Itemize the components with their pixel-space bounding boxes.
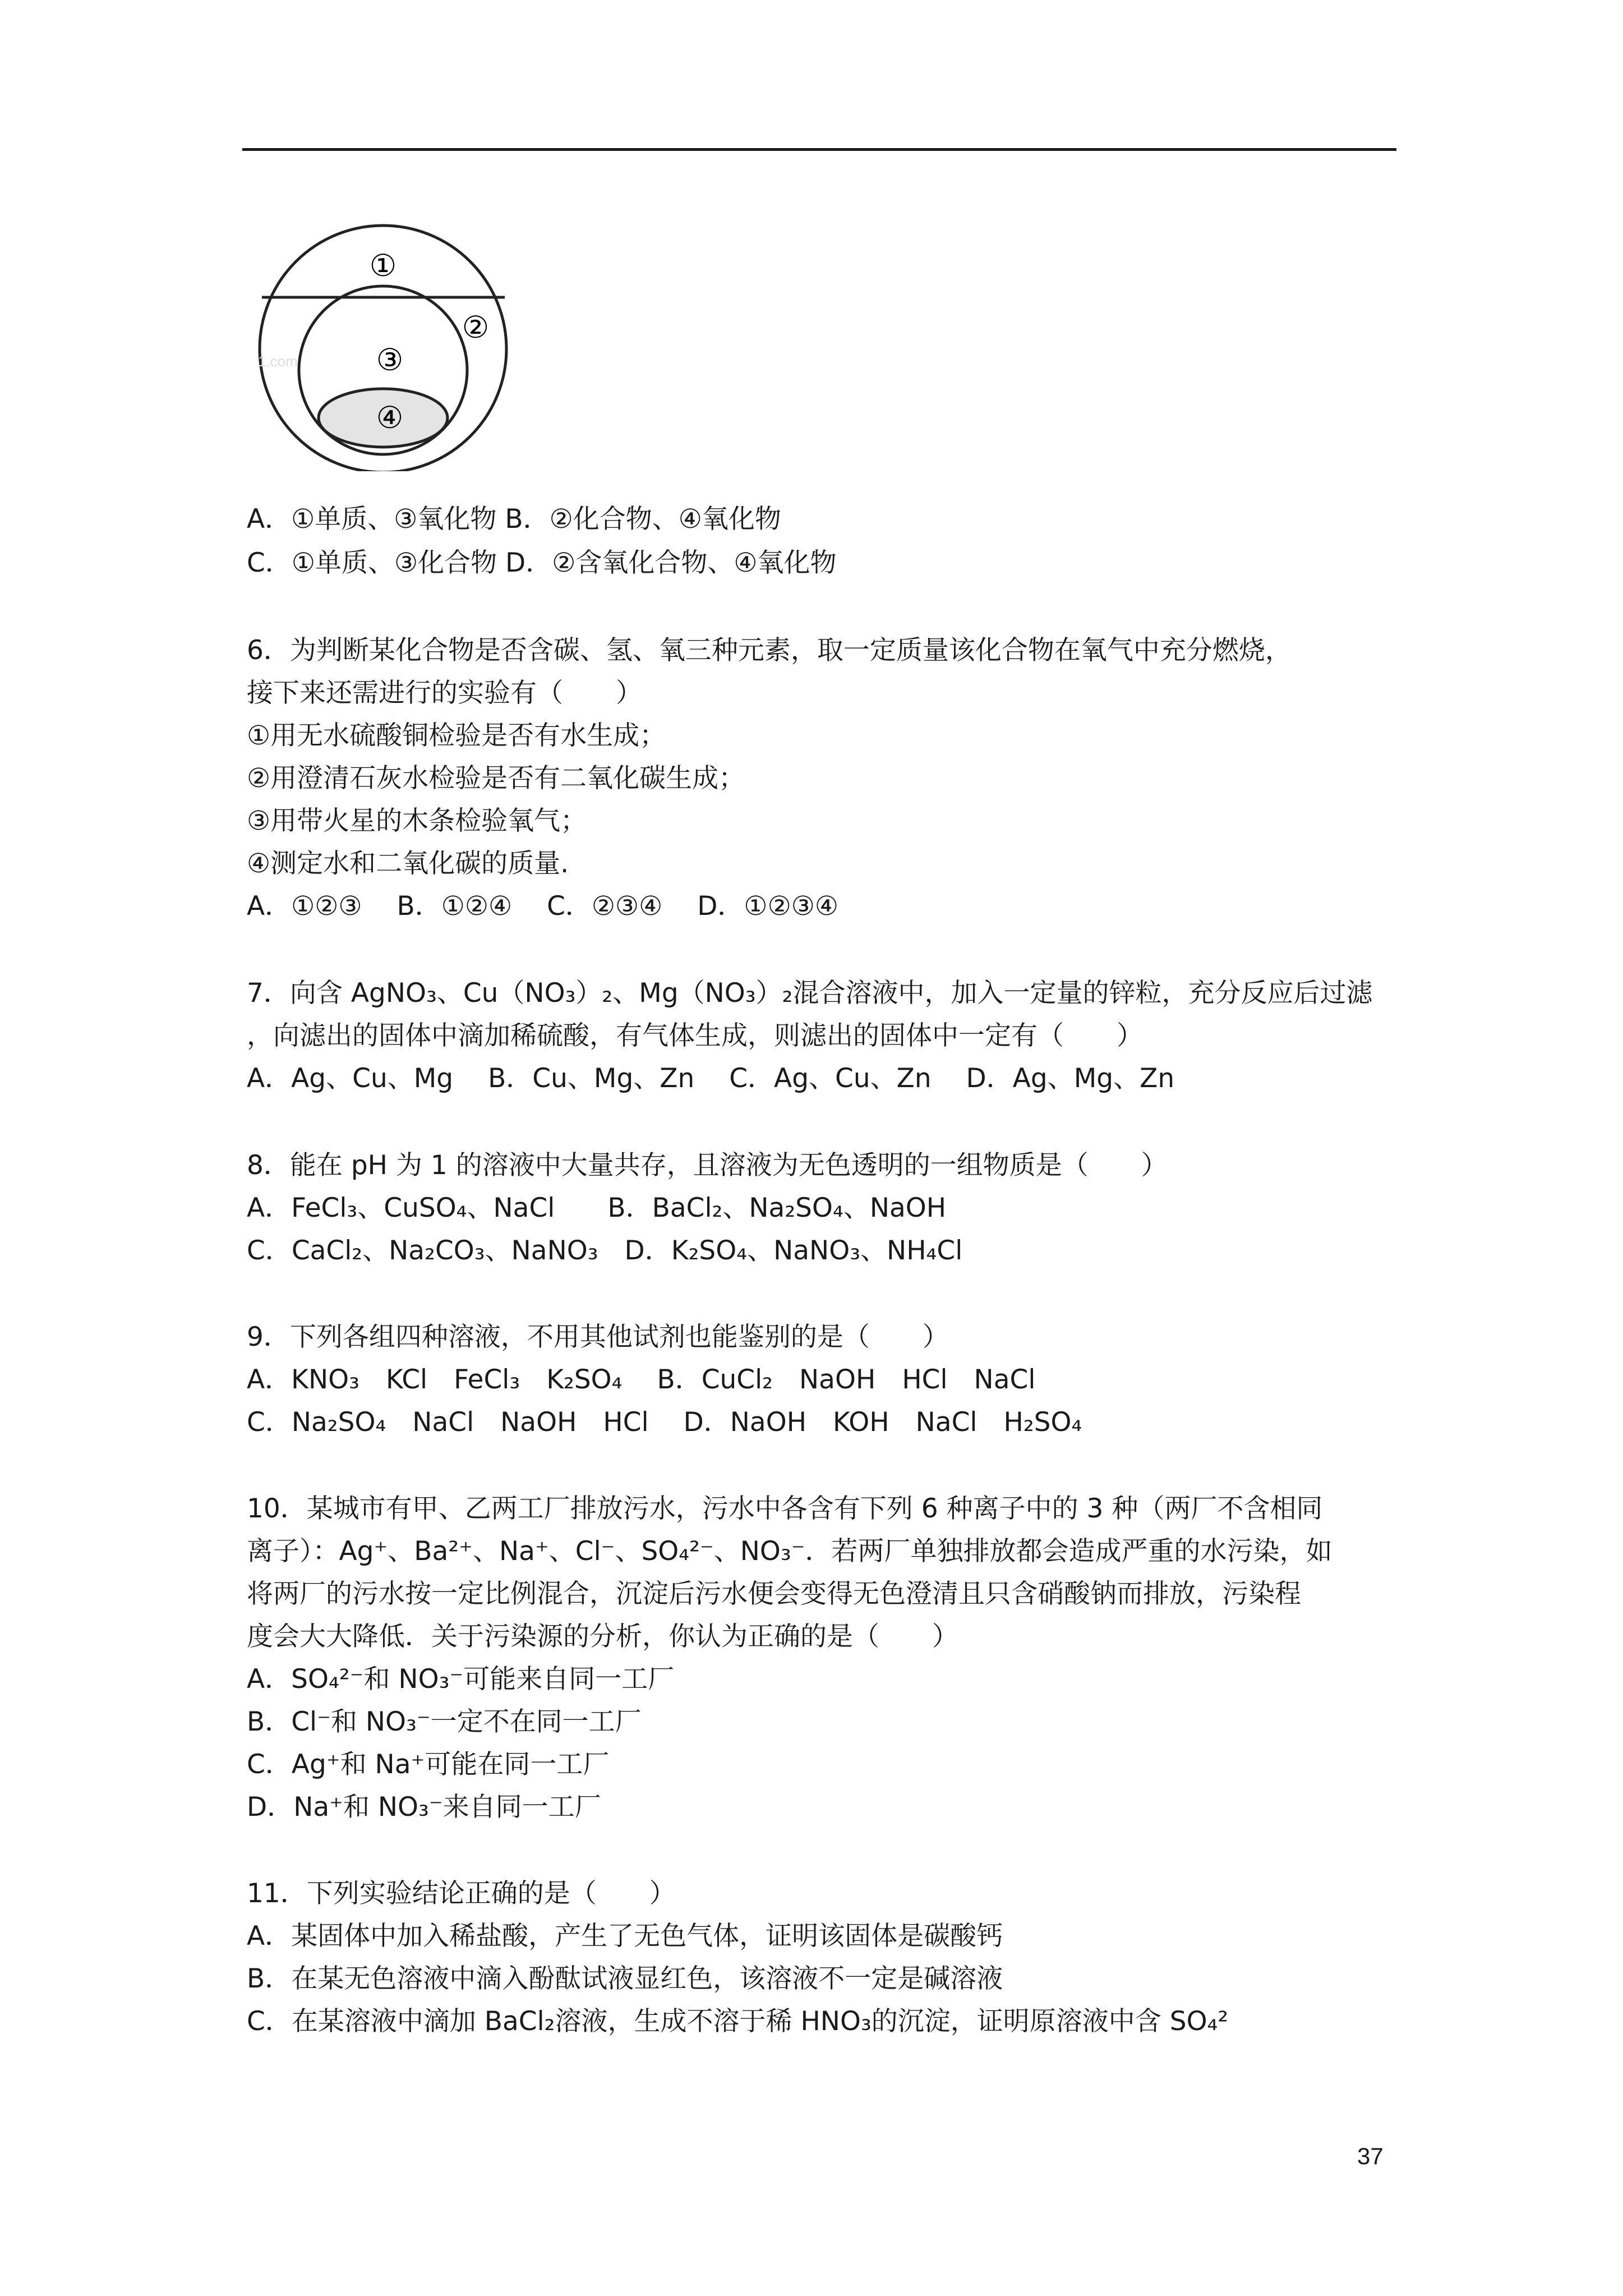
- q6-stem-line-2: 接下来还需进行的实验有（ ）: [247, 678, 642, 708]
- header-rule: [242, 148, 1396, 151]
- q6-item-1: ①用无水硫酸铜检验是否有水生成；: [247, 720, 666, 751]
- q6-item-3: ③用带火星的木条检验氧气；: [247, 806, 587, 836]
- label-4: ④: [376, 400, 404, 435]
- q10-option-c: C．Ag⁺和 Na⁺可能在同一工厂: [247, 1749, 610, 1780]
- q7-options: A．Ag、Cu、Mg B．Cu、Mg、Zn C．Ag、Cu、Zn D．Ag、Mg、Zn: [247, 1063, 1175, 1094]
- page-number: 37: [1357, 2143, 1384, 2169]
- q6-stem-line-1: 6．为判断某化合物是否含碳、氢、氧三种元素，取一定质量该化合物在氧气中充分燃烧，: [247, 635, 1292, 666]
- q10-option-d: D．Na⁺和 NO₃⁻来自同一工厂: [247, 1792, 601, 1823]
- label-3: ③: [376, 342, 404, 378]
- q11-option-a: A．某固体中加入稀盐酸，产生了无色气体，证明该固体是碳酸钙: [247, 1921, 1003, 1952]
- q8-options-line-1: A．FeCl₃、CuSO₄、NaCl B．BaCl₂、Na₂SO₄、NaOH: [247, 1193, 947, 1223]
- q5-option-line-1: A．①单质、③氧化物 B．②化合物、④氧化物: [247, 504, 781, 535]
- q10-stem-line-4: 度会大大降低．关于污染源的分析，你认为正确的是（ ）: [247, 1621, 958, 1652]
- q11-stem: 11．下列实验结论正确的是（ ）: [247, 1878, 676, 1909]
- q11-option-c: C．在某溶液中滴加 BaCl₂溶液，生成不溶于稀 HNO₃的沉淀，证明原溶液中含 SO₄²: [247, 2006, 1229, 2037]
- q8-stem: 8．能在 pH 为 1 的溶液中大量共存，且溶液为无色透明的一组物质是（ ）: [247, 1150, 1168, 1181]
- q10-stem-line-1: 10．某城市有甲、乙两工厂排放污水，污水中各含有下列 6 种离子中的 3 种（两厂不含相同: [247, 1493, 1323, 1524]
- q10-stem-line-2: 离子）：Ag⁺、Ba²⁺、Na⁺、Cl⁻、SO₄²⁻、NO₃⁻．若两厂单独排放都会造成严重的水污染，如: [247, 1536, 1332, 1567]
- q7-stem-line-1: 7．向含 AgNO₃、Cu（NO₃）₂、Mg（NO₃）₂混合溶液中，加入一定量的锌粒，充分反应后过滤: [247, 978, 1373, 1009]
- classification-diagram: [247, 208, 527, 471]
- q7-stem-line-2: ，向滤出的固体中滴加稀硫酸，有气体生成，则滤出的固体中一定有（ ）: [247, 1020, 1143, 1051]
- q10-stem-line-3: 将两厂的污水按一定比例混合，沉淀后污水便会变得无色澄清且只含硝酸钠而排放，污染程: [247, 1579, 1301, 1609]
- q10-option-a: A．SO₄²⁻和 NO₃⁻可能来自同一工厂: [247, 1664, 675, 1695]
- q9-options-line-2: C．Na₂SO₄ NaCl NaOH HCl D．NaOH KOH NaCl H₂SO₄: [247, 1407, 1082, 1438]
- q11-option-b: B．在某无色溶液中滴入酚酞试液显红色，该溶液不一定是碱溶液: [247, 1963, 1003, 1994]
- watermark-text: 1.com: [258, 353, 298, 370]
- q6-item-4: ④测定水和二氧化碳的质量.: [247, 848, 569, 879]
- label-2: ②: [462, 310, 490, 345]
- q6-options: A．①②③ B．①②④ C．②③④ D．①②③④: [247, 891, 838, 922]
- q9-options-line-1: A．KNO₃ KCl FeCl₃ K₂SO₄ B．CuCl₂ NaOH HCl NaCl: [247, 1364, 1036, 1395]
- q10-option-b: B．Cl⁻和 NO₃⁻一定不在同一工厂: [247, 1706, 642, 1737]
- q6-item-2: ②用澄清石灰水检验是否有二氧化碳生成；: [247, 763, 745, 794]
- label-1: ①: [369, 248, 397, 283]
- q9-stem: 9．下列各组四种溶液，不用其他试剂也能鉴别的是（ ）: [247, 1322, 949, 1352]
- q5-option-line-2: C．①单质、③化合物 D．②含氧化合物、④氧化物: [247, 547, 837, 578]
- q8-options-line-2: C．CaCl₂、Na₂CO₃、NaNO₃ D．K₂SO₄、NaNO₃、NH₄Cl: [247, 1235, 963, 1266]
